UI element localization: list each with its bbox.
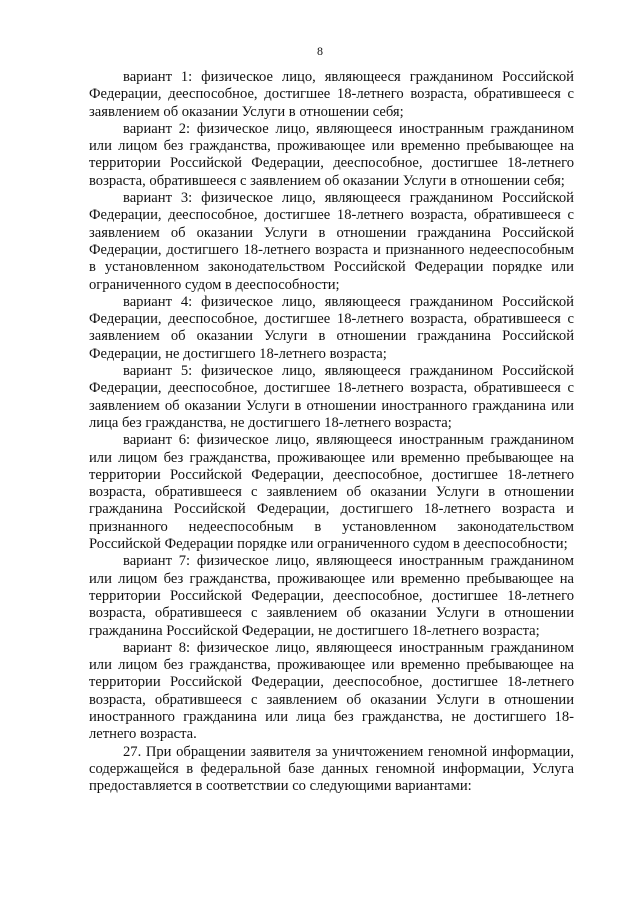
paragraph-clause-27: 27. При обращении заявителя за уничтожением геномной информации, содержащейся в федеральной базе данных геномной информации, Услуга предоставляется в соответствии со следующими вариантами: [89, 743, 574, 795]
paragraph-variant-2: вариант 2: физическое лицо, являющееся иностранным гражданином или лицом без гражданства, проживающее или временно пребывающее на территории Российской Федерации, дееспособное, достигшее 18-летнего возраста, обратившееся с заявлением об оказании Услуги в отношении себя; [89, 120, 574, 189]
paragraph-variant-4: вариант 4: физическое лицо, являющееся гражданином Российской Федерации, дееспособное, достигшее 18-летнего возраста, обратившееся с заявлением об оказании Услуги в отношении гражданина Российской Федерации, не достигшего 18-летнего возраста; [89, 293, 574, 362]
page-number: 8 [317, 44, 323, 58]
paragraph-variant-7: вариант 7: физическое лицо, являющееся иностранным гражданином или лицом без гражданства, проживающее или временно пребывающее на территории Российской Федерации, дееспособное, достигшее 18-летнего возраста, обратившееся с заявлением об оказании Услуги в отношении гражданина Российской Федерации, не достигшего 18-летнего возраста; [89, 553, 574, 639]
document-body [89, 69, 574, 795]
paragraph-variant-6: вариант 6: физическое лицо, являющееся иностранным гражданином или лицом без гражданства, проживающее или временно пребывающее на территории Российской Федерации, дееспособное, достигшее 18-летнего возраста, обратившееся с заявлением об оказании Услуги в отношении гражданина Российской Федерации, достигшего 18-летнего возраста и признанного недееспособным в установленном законодательством Российской Федерации порядке или ограниченного судом в дееспособности; [89, 432, 574, 553]
paragraph-variant-1: вариант 1: физическое лицо, являющееся гражданином Российской Федерации, дееспособное, достигшее 18-летнего возраста, обратившееся с заявлением об оказании Услуги в отношении себя; [89, 69, 574, 120]
paragraph-variant-3: вариант 3: физическое лицо, являющееся гражданином Российской Федерации, дееспособное, достигшее 18-летнего возраста, обратившееся с заявлением об оказании Услуги в отношении гражданина Российской Федерации, достигшего 18-летнего возраста и признанного недееспособным в установленном законодательством Российской Федерации порядке или ограниченного судом в дееспособности; [89, 190, 574, 293]
paragraph-variant-8: вариант 8: физическое лицо, являющееся иностранным гражданином или лицом без гражданства, проживающее или временно пребывающее на территории Российской Федерации, дееспособное, достигшее 18-летнего возраста, обратившееся с заявлением об оказании Услуги в отношении иностранного гражданина или лица без гражданства, не достигшего 18-летнего возраста. [89, 639, 574, 743]
paragraph-variant-5: вариант 5: физическое лицо, являющееся гражданином Российской Федерации, дееспособное, достигшее 18-летнего возраста, обратившееся с заявлением об оказании Услуги в отношении иностранного гражданина или лица без гражданства, не достигшего 18-летнего возраста; [89, 363, 574, 431]
